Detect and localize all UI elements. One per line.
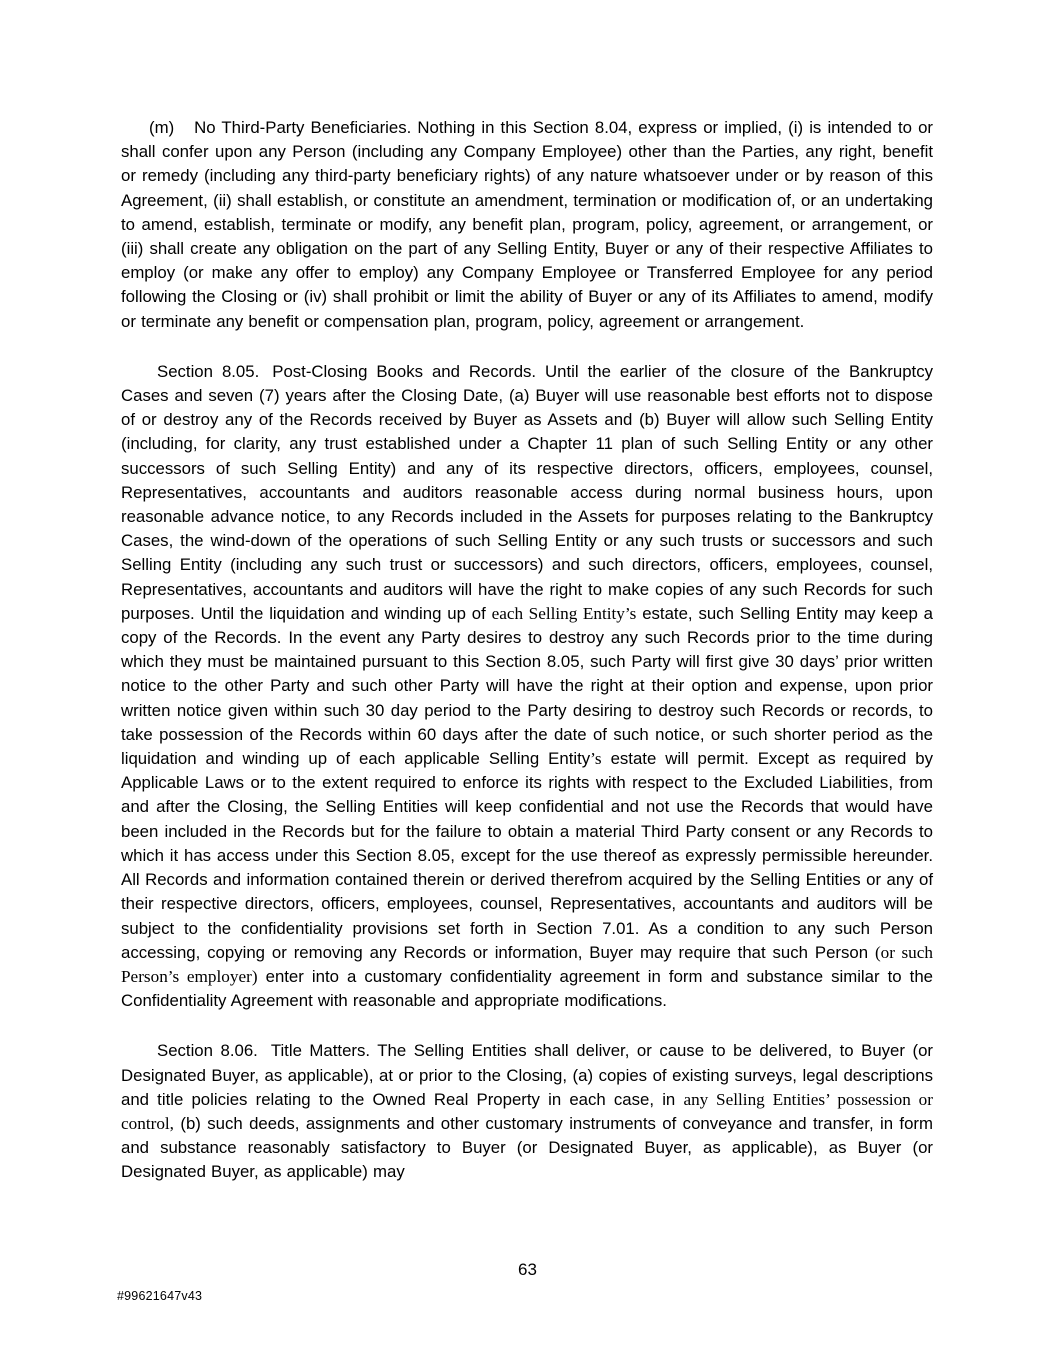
paragraph-section-8-06: [121, 1039, 933, 1184]
section-number: Section 8.05.: [157, 361, 260, 381]
text-run: (b) such deeds, assignments and other customary instruments of conveyance and transfer, in form and substance reasonably satisfactory to Buyer (or Designated Buyer, as applicable), as Buyer (or Designated Buyer, as applicable) may: [121, 1113, 933, 1182]
text-run-serif: (or such Person’s employer): [121, 942, 933, 986]
text-run: No Third-Party Beneficiaries. Nothing in this Section 8.04, express or implied, (i) is intended to or shall confer upon any Person (including any Company Employee) other than the Parties, any right, benefit or remedy (including any third-party beneficiary rights) of any nature whatsoever under or by reason of this Agreement, (ii) shall establish, or constitute an amendment, termination or modification of, or an undertaking to amend, establish, terminate or modify, any benefit plan, program, policy, agreement, or arrangement, or (iii) shall create any obligation on the part of any Selling Entity, Buyer or any of their respective Affiliates to employ (or make any offer to employ) any Company Employee or Transferred Employee for any period following the Closing or (iv) shall prohibit or limit the ability of Buyer or any of its Affiliates to amend, modify or terminate any benefit or compensation plan, program, policy, agreement or arrangement.: [121, 118, 933, 331]
text-run: estate will permit. Except as required by Applicable Laws or to the extent required to enforce its rights with respect to the Excluded Liabilities, from and after the Closing, the Selling Entities will keep confidential and not use the Records that would have been included in the Records but for the failure to obtain a material Third Party consent or any Records to which it has access under this Section 8.05, except for the use thereof as expressly permissible hereunder. All Records and information contained therein or derived therefrom acquired by the Selling Entities or any of their respective directors, officers, employees, counsel, Representatives, accountants and auditors will be subject to the confidentiality provisions set forth in Section 7.01. As a condition to any such Person accessing, copying or removing any Records or information, Buyer may require that such Person: [121, 749, 933, 962]
text-run: Post-Closing Books and Records. Until the earlier of the closure of the Bankruptcy Cases and seven (7) years after the Closing Date, (a) Buyer will use reasonable best efforts not to dispose of or destroy any of the Records received by Buyer as Assets and (b) Buyer will allow such Selling Entity (including, for clarity, any trust established under a Chapter 11 plan of such Selling Entity or any other successors of such Selling Entity) and any of its respective directors, officers, employees, counsel, Representatives, accountants and auditors reasonable access during normal business hours, upon reasonable advance notice, to any Records included in the Assets for purposes relating to the Bankruptcy Cases, the wind-down of the operations of such Selling Entity or any such trusts or successors and such Selling Entity (including any such trust or successors) and such directors, officers, employees, counsel, Representatives, accountants and auditors will have the right to make copies of any such Records for such purposes. Until the liquidation and winding up of: [121, 361, 933, 623]
paragraph-section-8-05: [121, 360, 933, 1013]
text-run-serif: ’s: [590, 749, 602, 769]
document-id-stamp: #99621647v43: [117, 1289, 203, 1303]
text-run-serif: any Selling Entities’ possession or control,: [121, 1089, 933, 1133]
paragraph-marker: (m): [149, 118, 175, 137]
page-number: 63: [518, 1260, 537, 1279]
text-run: Title Matters. The Selling Entities shall deliver, or cause to be delivered, to Buyer (or Designated Buyer, as applicable), at or prior to the Closing, (a) copies of existing surveys, legal descriptions and title policies relating to the Owned Real Property in each case, in: [121, 1041, 933, 1109]
text-run-serif: each Selling Entity’s: [491, 603, 637, 623]
text-run: enter into a customary confidentiality agreement in form and substance similar to the Confidentiality Agreement with reasonable and appropriate modifications.: [121, 966, 933, 1011]
text-run: estate, such Selling Entity may keep a copy of the Records. In the event any Party desires to destroy any such Records prior to the time during which they must be maintained pursuant to this Section 8.05, such Party will first give 30 days’ prior written notice to the other Party and such other Party will have the right at their option and expense, upon prior written notice given within such 30 day period to the Party desiring to destroy such Records or records, to take possession of the Records within 60 days after the date of such notice, or such shorter period as the liquidation and winding up of each applicable Selling Entity: [121, 603, 934, 769]
section-number: Section 8.06.: [157, 1041, 258, 1061]
document-body: [121, 116, 933, 1185]
paragraph-m-no-third-party-beneficiaries: [121, 116, 933, 334]
